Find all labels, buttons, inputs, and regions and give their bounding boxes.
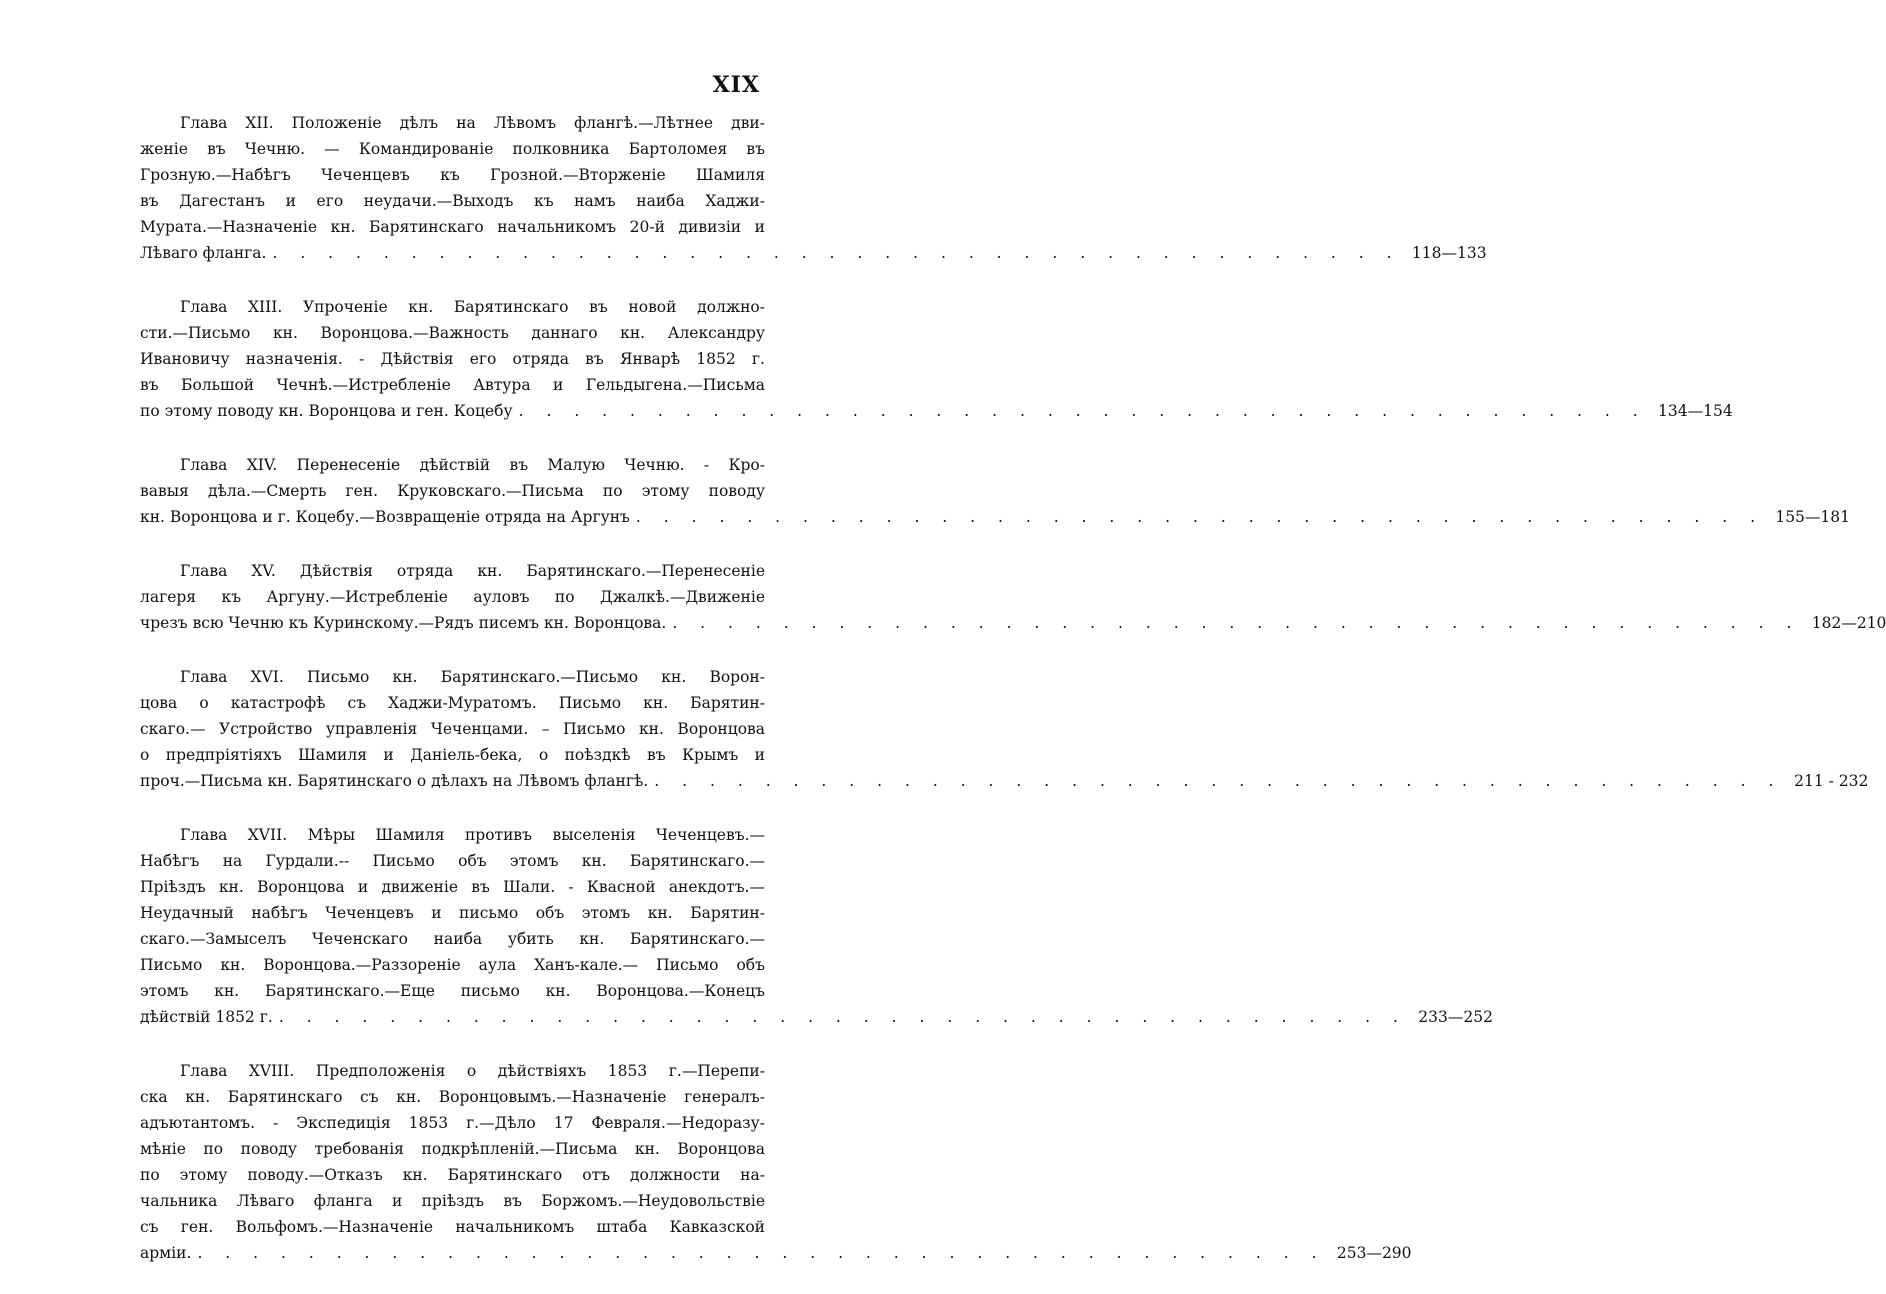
toc-entry-line: Ивановичу назначенія. - Дѣйствія его отряда въ Январѣ 1852 г.	[140, 350, 765, 368]
toc-entry-line: мѣніе по поводу требованія подкрѣпленій.—Письма кн. Воронцова	[140, 1140, 765, 1158]
toc-entry-line: Грозную.—Набѣгъ Чеченцевъ къ Грозной.—Вторженіе Шамиля	[140, 166, 765, 184]
toc-entry-line: Глава XIV. Перенесеніе дѣйствій въ Малую Чечню. - Кро-	[180, 456, 765, 474]
toc-entry-pages: 253—290	[1336, 1244, 1412, 1262]
toc-entry-last-line	[140, 1240, 1412, 1266]
toc-entry-last-line	[140, 504, 1850, 530]
toc-entry-last-line	[140, 768, 1869, 794]
toc-entry-line: Письмо кн. Воронцова.—Раззореніе аула Ханъ-кале.— Письмо объ	[140, 956, 765, 974]
toc-entry	[140, 1058, 1412, 1266]
toc-entry-line: Набѣгъ на Гурдали.-- Письмо объ этомъ кн. Барятинскаго.—	[140, 852, 765, 870]
dot-leader: . . . . . . . . . . . . . . . . . . . . . . . . . . . . . . . . . . . . . . . . .	[518, 402, 1647, 420]
toc-entry	[140, 664, 1869, 794]
toc-entry-line: Глава XVI. Письмо кн. Барятинскаго.—Письмо кн. Ворон-	[180, 668, 765, 686]
toc-entry-line: адъютантомъ. - Экспедиція 1853 г.—Дѣло 17 Февраля.—Недоразу-	[140, 1114, 765, 1132]
toc-entry-line: въ Большой Чечнѣ.—Истребленіе Автура и Гельдыгена.—Письма	[140, 376, 765, 394]
toc-entry	[140, 822, 1493, 1030]
toc-entry-last-text: Лѣваго фланга.	[140, 244, 267, 262]
toc-entry-last-line	[140, 1004, 1493, 1030]
toc-entry-line: въ Дагестанъ и его неудачи.—Выходъ къ намъ наиба Хаджи-	[140, 192, 765, 210]
toc-entry	[140, 294, 1733, 424]
toc-entry-line: съ ген. Вольфомъ.—Назначеніе начальникомъ штаба Кавказской	[140, 1218, 765, 1236]
toc-entry-line: по этому поводу.—Отказъ кн. Барятинскаго отъ должности на-	[140, 1166, 765, 1184]
toc-entry-pages: 211 - 232	[1794, 772, 1869, 790]
toc-entry-last-text: чрезъ всю Чечню къ Куринскому.—Рядъ писемъ кн. Воронцова.	[140, 614, 667, 632]
toc-entry-pages: 118—133	[1411, 244, 1487, 262]
toc-entry-line: ска кн. Барятинскаго съ кн. Воронцовымъ.—Назначеніе генералъ-	[140, 1088, 765, 1106]
toc-entry-last-text: кн. Воронцова и г. Коцебу.—Возвращеніе отряда на Аргунъ	[140, 508, 630, 526]
toc-entry-line: Глава XV. Дѣйствія отряда кн. Барятинскаго.—Перенесеніе	[180, 562, 765, 580]
toc-entry-last-text: арміи.	[140, 1244, 192, 1262]
toc-entry-line: Глава XVIII. Предположенія о дѣйствіяхъ 1853 г.—Перепи-	[180, 1062, 765, 1080]
toc-entry-pages: 134—154	[1658, 402, 1733, 420]
toc-entry-line: Пріѣздъ кн. Воронцова и движеніе въ Шали. - Квасной анекдотъ.—	[140, 878, 765, 896]
toc-entry-line: сти.—Письмо кн. Воронцова.—Важность даннаго кн. Александру	[140, 324, 765, 342]
toc-entry-last-line	[140, 610, 1886, 636]
toc-entry-line: скаго.— Устройство управленія Чеченцами. – Письмо кн. Воронцова	[140, 720, 765, 738]
toc-entry-line: вавыя дѣла.—Смерть ген. Круковскаго.—Письма по этому поводу	[140, 482, 765, 500]
toc-entry-last-line	[140, 240, 1487, 266]
toc-entry-line: Глава XIII. Упроченіе кн. Барятинскаго въ новой должно-	[180, 298, 765, 316]
dot-leader: . . . . . . . . . . . . . . . . . . . . . . . . . . . . . . . . . . . . . . . . .	[635, 508, 1764, 526]
toc-entry-last-line	[140, 398, 1733, 424]
dot-leader: . . . . . . . . . . . . . . . . . . . . . . . . . . . . . . . . . . . . . . . . .	[272, 244, 1401, 262]
toc-entry	[140, 558, 1886, 636]
toc-entry-line: цова о катастрофѣ съ Хаджи-Муратомъ. Письмо кн. Барятин-	[140, 694, 765, 712]
dot-leader: . . . . . . . . . . . . . . . . . . . . . . . . . . . . . . . . . . . . . . . . .	[672, 614, 1801, 632]
toc-entry-line: Глава XII. Положеніе дѣлъ на Лѣвомъ флангѣ.—Лѣтнее дви-	[180, 114, 765, 132]
table-of-contents	[140, 110, 1886, 1294]
dot-leader: . . . . . . . . . . . . . . . . . . . . . . . . . . . . . . . . . . . . . . . . .	[654, 772, 1783, 790]
toc-entry	[140, 452, 1850, 530]
toc-entry-line: женіе въ Чечню. — Командированіе полковника Бартоломея въ	[140, 140, 765, 158]
toc-entry-line: Неудачный набѣгъ Чеченцевъ и письмо объ этомъ кн. Барятин-	[140, 904, 765, 922]
toc-entry-line: этомъ кн. Барятинскаго.—Еще письмо кн. Воронцова.—Конецъ	[140, 982, 765, 1000]
toc-entry-line: о предпріятіяхъ Шамиля и Даніель-бека, о поѣздкѣ въ Крымъ и	[140, 746, 765, 764]
dot-leader: . . . . . . . . . . . . . . . . . . . . . . . . . . . . . . . . . . . . . . . . .	[197, 1244, 1326, 1262]
toc-entry-line: чальника Лѣваго фланга и пріѣздъ въ Боржомъ.—Неудовольствіе	[140, 1192, 765, 1210]
toc-entry-pages: 155—181	[1775, 508, 1850, 526]
toc-entry-pages: 182—210	[1811, 614, 1886, 632]
toc-entry-last-text: проч.—Письма кн. Барятинскаго о дѣлахъ на Лѣвомъ флангѣ.	[140, 772, 649, 790]
toc-entry-pages: 233—252	[1418, 1008, 1493, 1026]
toc-entry-line: Мурата.—Назначеніе кн. Барятинскаго начальникомъ 20-й дивизіи и	[140, 218, 765, 236]
dot-leader: . . . . . . . . . . . . . . . . . . . . . . . . . . . . . . . . . . . . . . . . .	[278, 1008, 1407, 1026]
toc-entry-last-text: по этому поводу кн. Воронцова и ген. Коцебу	[140, 402, 513, 420]
toc-entry-line: скаго.—Замыселъ Чеченскаго наиба убить кн. Барятинскаго.—	[140, 930, 765, 948]
toc-entry-line: Глава XVII. Мѣры Шамиля противъ выселенія Чеченцевъ.—	[180, 826, 765, 844]
page-number: XIX	[712, 72, 760, 98]
toc-entry	[140, 110, 1487, 266]
toc-entry-line: лагеря къ Аргуну.—Истребленіе ауловъ по Джалкѣ.—Движеніе	[140, 588, 765, 606]
toc-entry-last-text: дѣйствій 1852 г.	[140, 1008, 273, 1026]
